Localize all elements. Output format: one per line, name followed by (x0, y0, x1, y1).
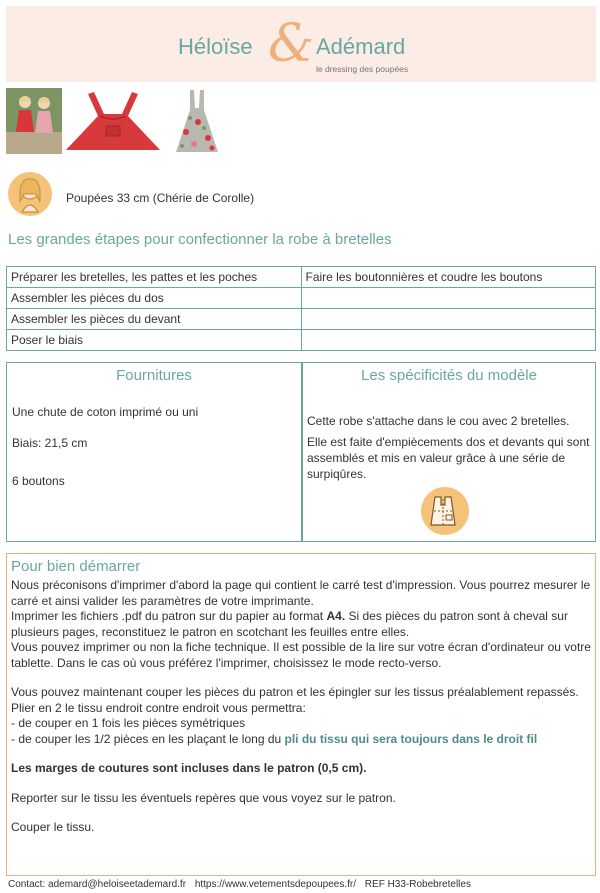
paper-format: A4. (326, 609, 346, 623)
step-cell: Préparer les bretelles, les pattes et les poches (7, 267, 302, 288)
specs-box (302, 362, 596, 542)
footer-contact[interactable]: Contact: ademard@heloiseetademard.fr (8, 879, 187, 890)
supply-item: 6 boutons (12, 474, 65, 488)
supplies-title: Fournitures (116, 367, 192, 384)
start-paragraph: Reporter sur le tissu les éventuels repères que vous voyez sur le patron. (11, 790, 396, 805)
dolls-photo (6, 88, 62, 154)
floral-dress-photo (168, 88, 226, 154)
start-paragraph: Vous pouvez imprimer ou non la fiche technique. Il est possible de la lire sur votre écran d'ordinateur ou votre tablette. Dans le cas où vous préférez l'imprimer, choisissez le mode recto-verso. (11, 640, 591, 670)
doll-size-label: Poupées 33 cm (Chérie de Corolle) (66, 191, 255, 205)
steps-table (6, 266, 596, 351)
step-cell (301, 330, 596, 351)
fold-highlight: pli du tissu qui sera toujours dans le droit fil (284, 731, 538, 746)
start-paragraph: Plier en 2 le tissu endroit contre endroit vous permettra: (11, 700, 306, 715)
specs-title: Les spécificités du modèle (361, 367, 537, 384)
specs-paragraph: Elle est faite d'empiècements dos et devants qui sont assemblés et mis en valeur grâce à une série de surpiqûres. (307, 435, 590, 481)
step-cell (301, 309, 596, 330)
brand-logo (178, 14, 438, 76)
start-text: Imprimer les fichiers .pdf du patron sur du papier au format (11, 609, 327, 623)
start-text: - de couper les 1/2 pièces en les plaçant le long du (11, 731, 285, 746)
doll-size-row (8, 172, 408, 218)
table-row (7, 330, 596, 351)
footer-url[interactable]: https://www.vetementsdepoupees.fr/ (194, 879, 357, 890)
getting-started-box (6, 553, 596, 876)
table-row (7, 288, 596, 309)
table-row (7, 309, 596, 330)
brand-name-left: Héloïse (178, 34, 253, 59)
start-paragraph (11, 609, 591, 640)
footer-ref: REF H33-Robebretelles (364, 879, 471, 890)
specs-paragraph: Cette robe s'attache dans le cou avec 2 bretelles. (307, 414, 570, 428)
start-text: Si des pièces du patron sont à cheval sur plusieurs pages, reconstituez le patron en scotchant les feuilles entre elles. (11, 609, 568, 639)
start-paragraph: Couper le tissu. (11, 820, 95, 834)
brand-name-right: Adémard (316, 34, 406, 59)
supply-item: Biais: 21,5 cm (12, 436, 88, 450)
footer (8, 879, 477, 890)
steps-title: Les grandes étapes pour confectionner la robe à bretelles (8, 231, 392, 248)
start-paragraph: Nous préconisons d'imprimer d'abord la page qui contient le carré test d'impression. Vous pourrez mesurer le carré et ainsi valider les paramètres de votre imprimante. (11, 578, 591, 608)
step-cell: Assembler les pièces du devant (7, 309, 302, 330)
getting-started-title: Pour bien démarrer (11, 558, 141, 575)
brand-tagline: le dressing des poupées (316, 64, 409, 74)
supply-item: Une chute de coton imprimé ou uni (12, 405, 199, 419)
step-cell (301, 288, 596, 309)
red-dress-photo (66, 88, 160, 154)
seam-allowance-note: Les marges de coutures sont incluses dans le patron (0,5 cm). (11, 761, 367, 775)
step-cell: Poser le biais (7, 330, 302, 351)
step-cell: Faire les boutonnières et coudre les boutons (301, 267, 596, 288)
start-paragraph: Vous pouvez maintenant couper les pièces du patron et les épingler sur les tissus préalablement repassés. (11, 685, 579, 699)
start-paragraph: - de couper en 1 fois les pièces symétriques (11, 716, 246, 730)
header-banner (6, 6, 596, 82)
start-paragraph (11, 732, 591, 748)
brand-ampersand: & (268, 14, 315, 74)
step-cell: Assembler les pièces du dos (7, 288, 302, 309)
dress-pattern-icon (421, 487, 469, 535)
table-row (7, 267, 596, 288)
supplies-box (6, 362, 302, 542)
doll-icon (8, 172, 52, 216)
